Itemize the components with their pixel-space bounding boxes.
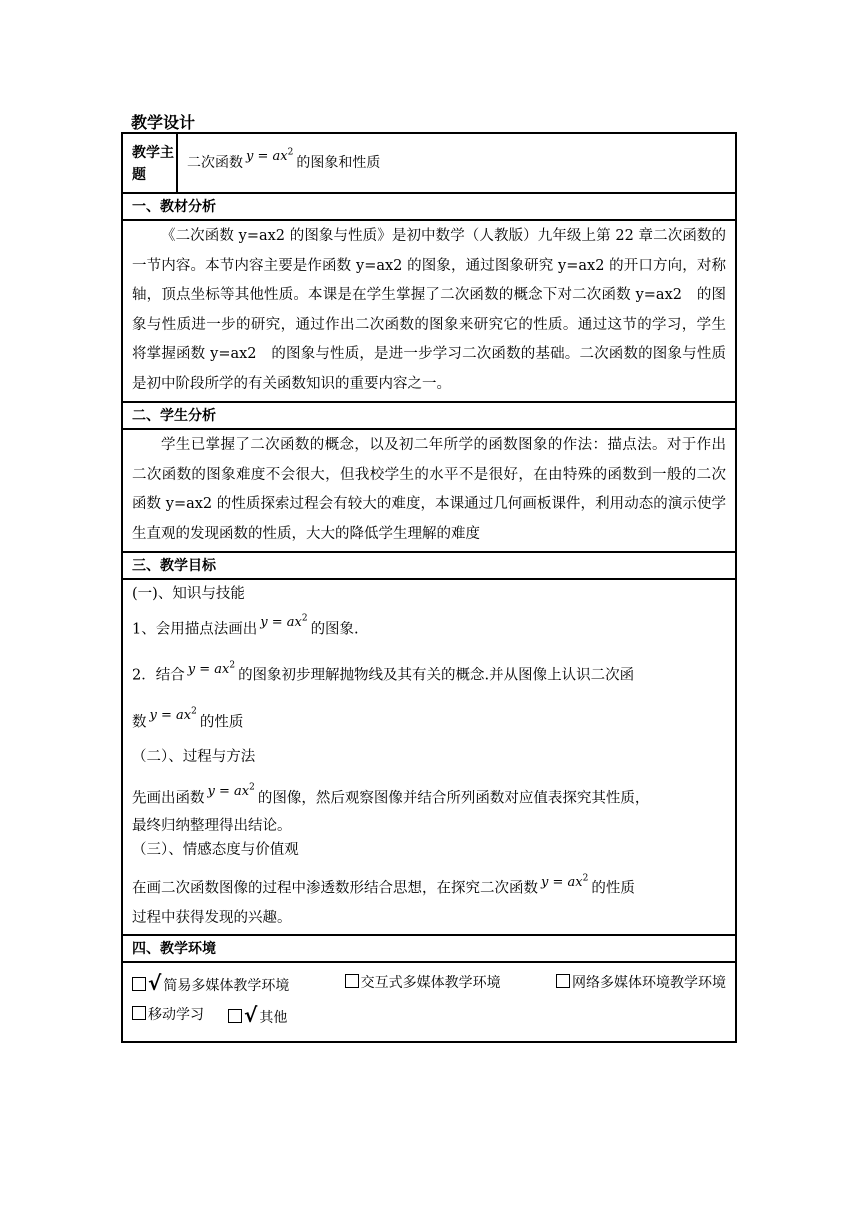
goals-heading: 三、教学目标 xyxy=(123,553,735,580)
env-option-simple[interactable]: √ 简易多媒体教学环境 xyxy=(132,969,289,1001)
knowledge-title: (一)、知识与技能 xyxy=(132,586,245,602)
environment-heading: 四、教学环境 xyxy=(123,936,735,963)
emotion-title: （三）、情感态度与价值观 xyxy=(132,842,299,859)
math-formula: $y = ax^2$ xyxy=(260,614,308,631)
process-item: 先画出函数 $y = ax^2$的图像，然后观察图像并结合所列函数对应值表探究其性质， xyxy=(132,782,650,807)
goals-body xyxy=(123,580,735,936)
env-option-network[interactable]: 网络多媒体环境教学环境 xyxy=(556,969,726,1001)
textbook-text: 《二次函数 y=ax2 的图象与性质》是初中数学（人教版）九年级上第 22 章二次函数的一节内容。本节内容主要是作函数 y=ax2 的图象，通过图象研究 y=ax2 的开口方向，对称轴，顶点坐标等其他性质。本课是在学生掌握了二次函数的概念下对二次函数 y=ax2 的图象与性质进一步的研究，通过作出二次函数的图象来研究它的性质。通过这节的学习，学生将掌握函数 y=ax2 的图象与性质，是进一步学习二次函数的基础。二次函数的图象与性质是初中阶段所学的有关函数知识的重要内容之一。 xyxy=(132,228,726,392)
math-formula: $y = ax^2$ xyxy=(187,660,236,677)
students-body xyxy=(123,430,735,553)
topic-value xyxy=(178,134,735,192)
math-formula: $y = ax^2$ xyxy=(541,873,589,890)
checkbox-icon[interactable] xyxy=(132,1006,146,1020)
document-title: 教学设计 xyxy=(131,113,196,132)
math-formula: $y = ax^2$ xyxy=(246,147,294,164)
env-option-mobile[interactable]: 移动学习 xyxy=(132,1001,204,1033)
emotion-item-cont: 过程中获得发现的兴趣。 xyxy=(132,909,292,926)
topic-label: 教学主题 xyxy=(123,134,178,192)
knowledge-item-2-cont: 数 $y = ax^2$的性质 xyxy=(132,706,244,730)
knowledge-item-2: 2．结合 $y = ax^2$的图象初步理解抛物线及其有关的概念.并从图像上认识二次函 xyxy=(132,660,635,684)
topic-row xyxy=(123,134,735,194)
environment-body xyxy=(123,963,735,1041)
process-item-cont: 最终归纳整理得出结论。 xyxy=(132,818,292,835)
checkbox-icon[interactable] xyxy=(345,974,359,988)
checkbox-icon[interactable] xyxy=(228,1009,242,1023)
checkbox-icon[interactable] xyxy=(132,977,146,991)
process-title: （二）、过程与方法 xyxy=(132,748,256,765)
topic-text-before: 二次函数 xyxy=(187,155,243,171)
textbook-body xyxy=(123,221,735,403)
env-option-other[interactable]: √ 其他 xyxy=(228,1001,287,1033)
students-heading: 二、学生分析 xyxy=(123,403,735,430)
topic-text-after: 的图象和性质 xyxy=(296,155,381,171)
checkbox-icon[interactable] xyxy=(556,974,570,988)
math-formula: $y = ax^2$ xyxy=(207,782,255,800)
math-formula: $y = ax^2$ xyxy=(149,706,197,723)
knowledge-item-1: 1、会用描点法画出 $y = ax^2$的图象. xyxy=(132,614,359,638)
check-mark-icon: √ xyxy=(148,970,162,995)
emotion-item: 在画二次函数图像的过程中渗透数形结合思想，在探究二次函数 $y = ax^2$的性质 xyxy=(132,873,635,897)
env-option-interactive[interactable]: 交互式多媒体教学环境 xyxy=(345,969,501,1001)
check-mark-icon: √ xyxy=(244,1002,258,1027)
textbook-heading: 一、教材分析 xyxy=(123,194,735,221)
lesson-plan-table xyxy=(121,132,737,1043)
students-text: 学生已掌握了二次函数的概念，以及初二年所学的函数图象的作法：描点法。对于作出二次函数的图象难度不会很大，但我校学生的水平不是很好，在由特殊的函数到一般的二次函数 y=ax2 的性质探索过程会有较大的难度，本课通过几何画板课件，利用动态的演示使学生直观的发现函数的性质，大大的降低学生理解的难度 xyxy=(132,437,726,542)
